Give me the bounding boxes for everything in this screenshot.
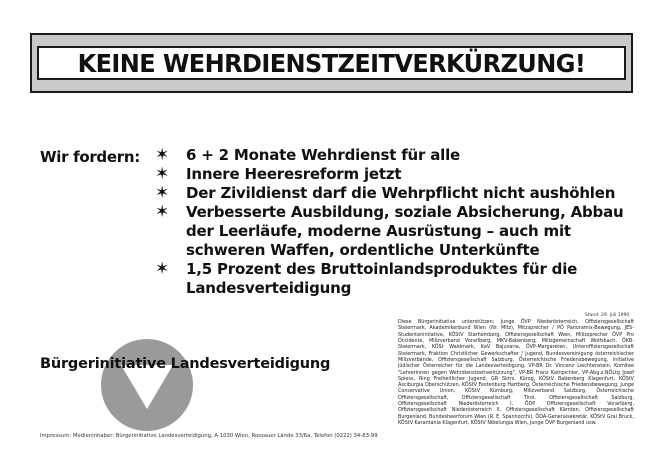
imprint: Impressum: Medieninhaber: Bürgerinitiative Landesverteidigung, A-1030 Wien, Rossauer Lände 33/6a, Telefon (0222) 34-83-99 <box>40 433 378 439</box>
demand-item <box>155 184 625 203</box>
stand-date: Stand: 29. Juli 1990 <box>585 313 630 318</box>
triangle-emblem-icon <box>99 337 195 433</box>
demands-label: Wir fordern: <box>40 148 140 166</box>
star-icon: ✶ <box>155 202 170 222</box>
star-icon: ✶ <box>155 164 170 184</box>
headline: KEINE WEHRDIENSTZEITVERKÜRZUNG! <box>77 48 586 78</box>
supporters-text: Diese Bürgerinitiative unterstützen: Junge ÖVP Niederösterreich, Offiziersgesellschaft Steiermark, Akademikerbund Wien (Nr. Mitz), Mitzsprecher / PÖ Panoramix-Bewegung, JES-Studentenintiative, KÖStV Starhemberg, Offiziersgesellschaft Wien, Milizsprecher ÖVP Pro Occidente, Milizverband Vorarlberg, MKV-Babenberg, Milizgemeinschaft Wolfsbach, ÖKB-Steiermark, KÖSt Waidmark, KaV Bajuvaria, ÖVP-Margareten, Unteroffiziersgesellschaft Steiermark, Fraktion Christlicher Gewerkschafter / Jugend, Bundesvereinigung österreichischer Milizverbände, Offiziersgesellschaft Salzburg, Österreichische Friedensbewegung, Initiative jüdischer Österreicher für die Landesverteidigung, VP-BR Dr. Vincenz Liechtenstein, Komitee "Lehrerinnen gegen Wehrdienstzeitverkürzung", VP-BR Franz Kampichler, VP-Abg.z.NÖLtg Josef Spiess, Ring Freiheitlicher Jugend, GR Sktrs. Kürog, KÖStV Babenberg Klagenfurt, KÖStV Asciburgia Oberschützen, KÖStV Festenburg Hartberg, Österreichische Friedensbewegung, Junge Conservative Union, KÖStV Kürnburg, Milizverband Salzburg, Österreichische Offiziersgesellschaft, Offiziersgesellschaft Tirol, Offiziersgesellschaft Salzburg, Offiziersgesellschaft Niederösterreich I, ÖDP Offiziersgesellschaft Vorarlberg, Offiziersgesellschaft Niederösterreich II, Offiziersgesellschaft Kärnten, Offiziersgesellschaft Burgenland, Bundesheerforum Wien (R. E. Spannocchi), ÖDA-Generalsekretär, KÖStV Gral Bruck, KÖStV Karantania Klagenfurt, KÖStV Nibelungia Wien, Junge ÖVP Burgenland usw. <box>398 319 634 426</box>
star-icon: ✶ <box>155 145 170 165</box>
demand-text: Innere Heeresreform jetzt <box>186 165 402 183</box>
demands-list <box>155 146 625 298</box>
demand-text: Verbesserte Ausbildung, soziale Absicherung, Abbau der Leerläufe, moderne Ausrüstung – auch mit schweren Waffen, ordentliche Unterkünfte <box>186 203 624 259</box>
star-icon: ✶ <box>155 259 170 279</box>
demand-item <box>155 146 625 165</box>
organization-name: Bürgerinitiative Landesverteidigung <box>40 356 331 372</box>
demand-item <box>155 203 625 260</box>
demand-text: 1,5 Prozent des Bruttoinlandsproduktes für die Landesverteidigung <box>186 260 578 297</box>
headline-box <box>37 46 626 80</box>
headline-banner <box>30 33 633 93</box>
demand-text: Der Zivildienst darf die Wehrpflicht nicht aushöhlen <box>186 184 616 202</box>
star-icon: ✶ <box>155 183 170 203</box>
demand-text: 6 + 2 Monate Wehrdienst für alle <box>186 146 461 164</box>
demand-item <box>155 260 625 298</box>
demand-item <box>155 165 625 184</box>
